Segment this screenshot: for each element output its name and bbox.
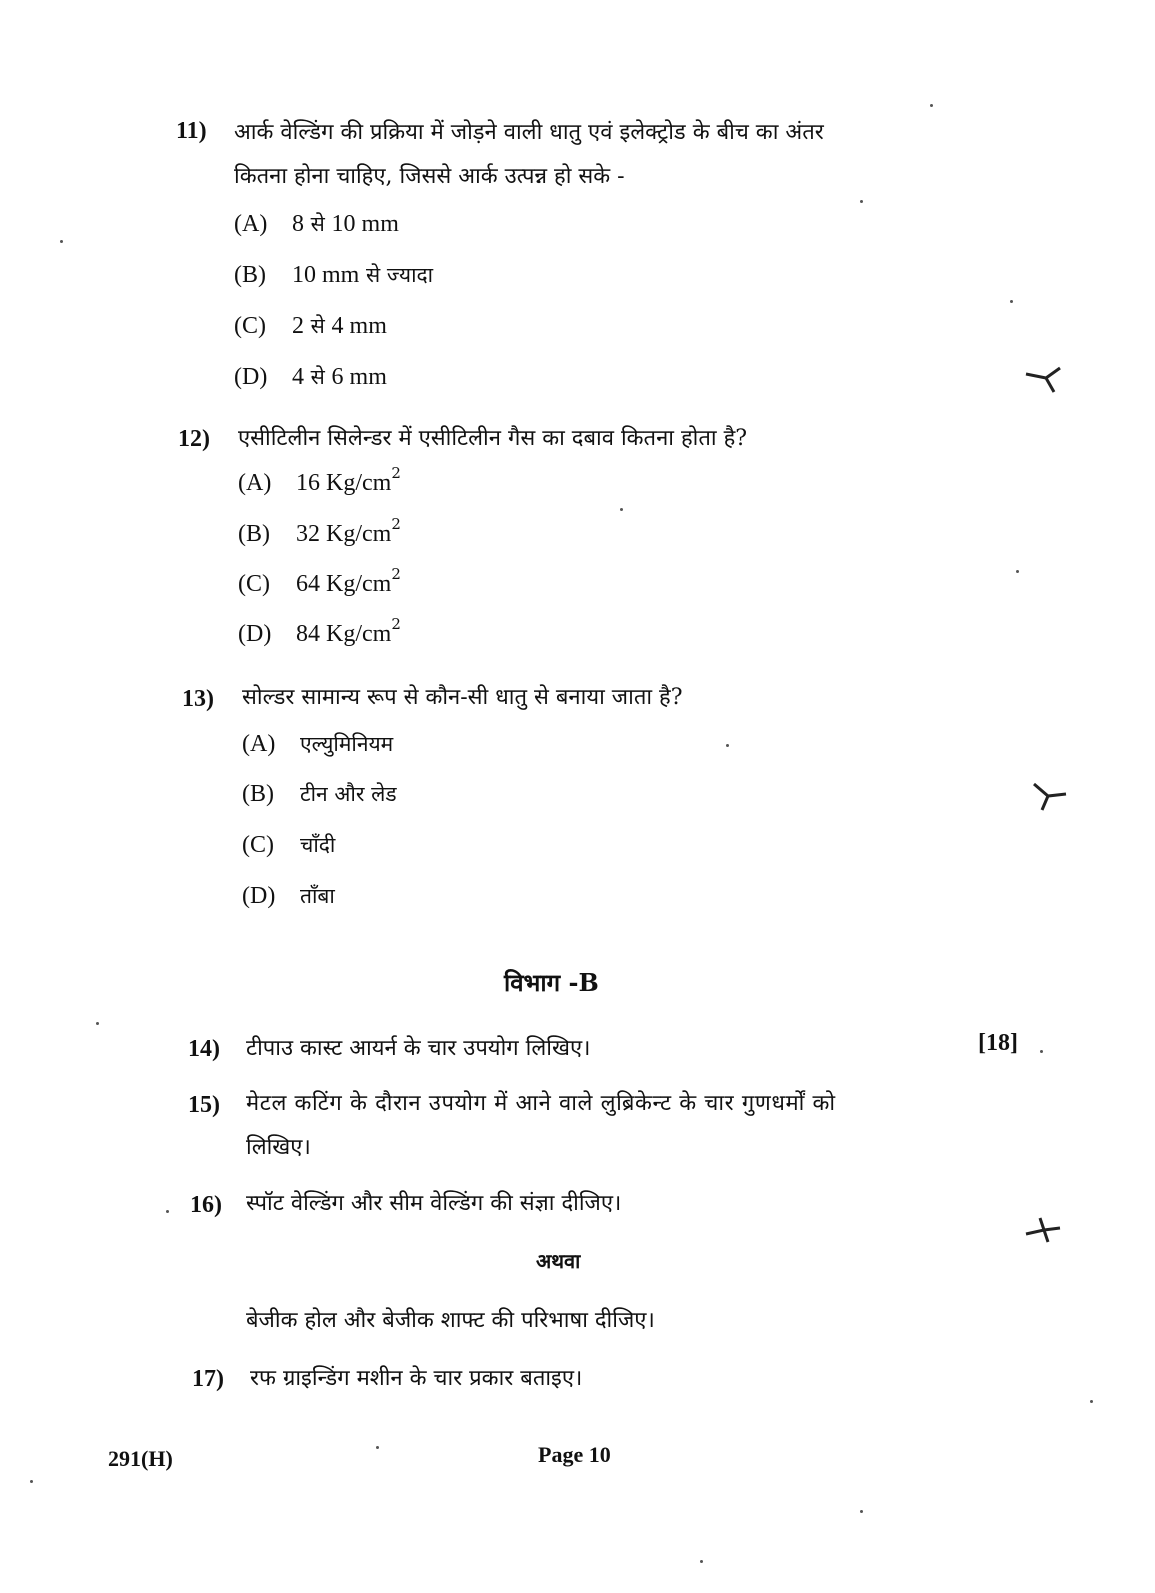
question-12-text: एसीटिलीन सिलेन्डर में एसीटिलीन गैस का दबाव कितना होता है? <box>238 426 748 451</box>
scan-speck <box>30 1480 33 1483</box>
scan-speck <box>620 508 623 511</box>
scan-speck <box>96 1022 99 1025</box>
question-16-text: स्पॉट वेल्डिंग और सीम वेल्डिंग की संज्ञा दीजिए। <box>246 1191 622 1216</box>
option-value: 4 <box>292 364 304 390</box>
scan-mark <box>1030 780 1070 814</box>
section-b-title: विभाग -B <box>504 968 599 997</box>
question-16-number: 16) <box>190 1192 222 1218</box>
section-b-marks: [18] <box>978 1030 1018 1056</box>
question-14-number: 14) <box>188 1036 220 1062</box>
option-label: (B) <box>234 262 266 288</box>
option-value: 84 Kg/cm <box>296 621 392 647</box>
scan-speck <box>700 1560 703 1563</box>
question-13-option-b <box>242 780 397 808</box>
option-text: से ज्यादा <box>359 263 434 287</box>
option-label: (D) <box>242 883 276 909</box>
question-13-text: सोल्डर सामान्य रूप से कौन-सी धातु से बनाया जाता है? <box>242 685 683 710</box>
question-11-option-b <box>234 261 433 289</box>
question-17-text: रफ ग्राइन्डिंग मशीन के चार प्रकार बताइए। <box>250 1366 583 1391</box>
option-value: 8 <box>292 211 304 237</box>
question-14-text: टीपाउ कास्ट आयर्न के चार उपयोग लिखिए। <box>246 1036 591 1061</box>
option-superscript: 2 <box>391 565 401 583</box>
question-11-text-line2: कितना होना चाहिए, जिससे आर्क उत्पन्न हो सके - <box>234 164 625 189</box>
option-value-2: 6 mm <box>331 364 387 390</box>
scan-speck <box>1040 1050 1043 1053</box>
option-text: एल्युमिनियम <box>300 732 394 756</box>
option-label: (C) <box>238 571 270 597</box>
option-value: 32 Kg/cm <box>296 521 392 547</box>
scan-speck <box>726 744 729 747</box>
option-value: 16 Kg/cm <box>296 470 392 496</box>
option-label: (C) <box>242 832 274 858</box>
question-12-option-c <box>238 565 401 598</box>
scan-speck <box>1010 300 1013 303</box>
question-15-text-line1: मेटल कटिंग के दौरान उपयोग में आने वाले लुब्रिकेन्ट के चार गुणधर्मों को <box>246 1091 836 1116</box>
option-label: (B) <box>238 521 270 547</box>
option-value-2: 4 mm <box>331 313 387 339</box>
question-11-text-line1: आर्क वेल्डिंग की प्रक्रिया में जोड़ने वाली धातु एवं इलेक्ट्रोड के बीच का अंतर <box>234 120 824 145</box>
option-text: ताँबा <box>300 884 335 908</box>
question-11-option-d <box>234 363 387 391</box>
option-superscript: 2 <box>391 515 401 533</box>
question-11-option-a <box>234 210 399 238</box>
question-13-option-c <box>242 831 335 859</box>
or-label: अथवा <box>536 1249 581 1273</box>
question-15-number: 15) <box>188 1092 220 1118</box>
option-label: (D) <box>234 364 268 390</box>
option-text: टीन और लेड <box>300 782 397 806</box>
question-16-alternative-text: बेजीक होल और बेजीक शाफ्ट की परिभाषा दीजिए। <box>246 1308 655 1333</box>
option-label: (A) <box>238 470 272 496</box>
question-11-option-c <box>234 312 387 340</box>
question-17-number: 17) <box>192 1366 224 1392</box>
question-13-number: 13) <box>182 686 214 712</box>
option-value: 64 Kg/cm <box>296 571 392 597</box>
scan-speck <box>930 104 933 107</box>
question-12-option-a <box>238 464 401 497</box>
question-12-option-b <box>238 515 401 548</box>
scan-mark <box>1024 364 1064 394</box>
question-12-option-d <box>238 615 401 648</box>
question-12-number: 12) <box>178 426 210 452</box>
option-superscript: 2 <box>391 615 401 633</box>
option-label: (C) <box>234 313 266 339</box>
option-label: (A) <box>234 211 268 237</box>
scan-speck <box>1016 570 1019 573</box>
scan-speck <box>166 1210 169 1213</box>
option-superscript: 2 <box>391 464 401 482</box>
option-text: चाँदी <box>300 833 336 857</box>
page-number: Page 10 <box>538 1442 611 1467</box>
option-value: 2 <box>292 313 304 339</box>
option-label: (A) <box>242 731 276 757</box>
option-label: (D) <box>238 621 272 647</box>
option-value: 10 mm <box>292 262 360 288</box>
scan-speck <box>860 200 863 203</box>
scan-speck <box>376 1446 379 1449</box>
scan-speck <box>860 1510 863 1513</box>
question-15-text-line2: लिखिए। <box>246 1135 311 1160</box>
question-13-option-d <box>242 882 335 910</box>
option-value-2: 10 mm <box>331 211 399 237</box>
scan-speck <box>1090 1400 1093 1403</box>
question-11-number: 11) <box>176 118 207 144</box>
scan-mark <box>1024 1216 1064 1244</box>
option-text: से <box>304 212 332 236</box>
paper-code: 291(H) <box>108 1446 173 1471</box>
option-text: से <box>304 314 332 338</box>
option-text: से <box>304 365 332 389</box>
option-label: (B) <box>242 781 274 807</box>
scan-speck <box>60 240 63 243</box>
question-13-option-a <box>242 730 393 758</box>
